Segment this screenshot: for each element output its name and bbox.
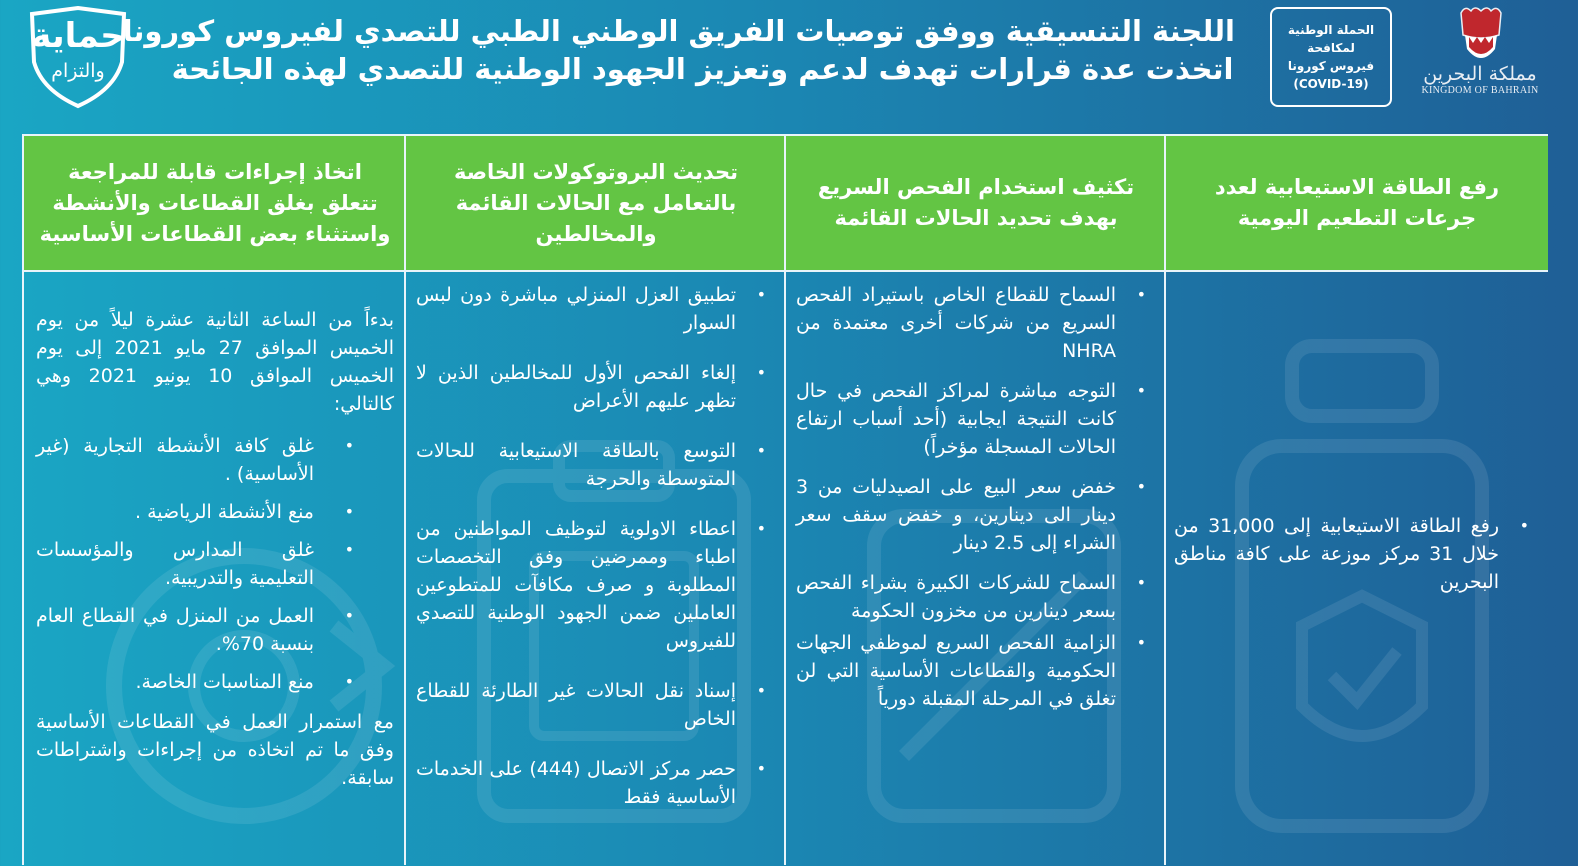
header-divider <box>24 270 1548 272</box>
list-item: • تطبيق العزل المنزلي مباشرة دون لبس السوار <box>416 284 766 334</box>
title-line-2: اتخذت عدة قرارات تهدف لدعم وتعزيز الجهود الوطنية للتصدي لهذه الجائحة <box>171 52 1234 86</box>
column-protocols <box>416 281 766 811</box>
list-item: • السماح للشركات الكبيرة بشراء الفحص بسعر دينارين من مخزون الحكومة <box>796 572 1146 622</box>
slogan-logo <box>18 6 138 111</box>
column-vaccination <box>1174 512 1529 596</box>
list-item: • السماح للقطاع الخاص باستيراد الفحص السريع من شركات أخرى معتمدة من NHRA <box>796 284 1146 362</box>
column-divider <box>404 136 406 865</box>
column-closures <box>36 306 394 792</box>
list-item: • منع الأنشطة الرياضية . <box>135 501 354 523</box>
column-heading-vaccination: رفع الطاقة الاستيعابية لعدد جرعات التطعيم اليومية <box>1214 175 1500 230</box>
list-item: • إلغاء الفحص الأول للمخالطين الذين لا تظهر عليهم الأعراض <box>416 362 766 412</box>
list-item: • حصر مركز الاتصال (444) على الخدمات الأساسية فقط <box>416 758 766 808</box>
page-title <box>122 12 1235 88</box>
list-item: • التوسع بالطاقة الاستيعابية للحالات المتوسطة والحرجة <box>416 440 766 490</box>
decisions-table <box>22 134 1548 865</box>
title-line-1: اللجنة التنسيقية ووفق توصيات الفريق الوطني الطبي للتصدي لفيروس كورونا <box>122 14 1235 48</box>
kingdom-emblem <box>1405 5 1555 110</box>
list-item: • العمل من المنزل في القطاع العام بنسبة 70%. <box>36 605 354 655</box>
list-item: • الزامية الفحص السريع لموظفي الجهات الحكومية والقطاعات الأساسية التي لن تغلق في المرحلة المقبلة دورياً <box>796 632 1146 710</box>
list-item: • رفع الطاقة الاستيعابية إلى 31,000 من خلال 31 مركز موزعة على كافة مناطق البحرين <box>1174 515 1529 593</box>
campaign-badge <box>1270 7 1392 107</box>
column-divider <box>784 136 786 865</box>
list-item: • إسناد نقل الحالات غير الطارئة للقطاع الخاص <box>416 680 766 730</box>
column-rapid-test <box>796 281 1146 713</box>
closures-outro: مع استمرار العمل في القطاعات الأساسية وفق ما تم اتخاذه من إجراءات واشتراطات سابقة. <box>36 711 394 789</box>
list-item: • التوجه مباشرة لمراكز الفحص في حال كانت النتيجة ايجابية (أحد أسباب ارتفاع الحالات المسجلة مؤخراً) <box>796 380 1146 458</box>
closures-intro: بدءاً من الساعة الثانية عشرة ليلاً من يوم الخميس الموافق 27 مايو 2021 إلى يوم الخميس الموافق 10 يونيو 2021 وهي كالتالي: <box>36 309 395 415</box>
list-item: • غلق المدارس والمؤسسات التعليمية والتدريبية. <box>36 539 354 589</box>
column-divider <box>1164 136 1166 865</box>
column-heading-rapid-test: تكثيف استخدام الفحص السريع بهدف تحديد الحالات القائمة <box>817 175 1135 230</box>
campaign-line: (COVID-19) <box>1293 77 1369 91</box>
campaign-line: فيروس كورونا <box>1287 59 1375 73</box>
list-item: • غلق كافة الأنشطة التجارية (غير الأساسية) . <box>36 435 354 485</box>
campaign-line: لمكافحة <box>1307 41 1355 55</box>
slogan-main: حماية <box>31 16 125 56</box>
column-heading-closures: اتخاذ إجراءات قابلة للمراجعة تتعلق بغلق القطاعات والأنشطة واستثناء بعض القطاعات الأساسية <box>39 159 391 246</box>
bahrain-emblem-icon <box>1455 5 1507 65</box>
kingdom-name-en: KINGDOM OF BAHRAIN <box>1421 85 1539 96</box>
column-heading-protocols: تحديث البروتوكولات الخاصة بالتعامل مع الحالات القائمة والمخالطين <box>454 159 738 246</box>
campaign-line: الحملة الوطنية <box>1287 23 1375 37</box>
list-item: • اعطاء الاولوية لتوظيف المواطنين من اطباء وممرضين وفق التخصصات المطلوبة و صرف مكافآت للمتطوعين العاملين ضمن الجهود الوطنية للتصدي للفيروس <box>416 518 766 652</box>
header <box>0 0 1578 130</box>
kingdom-name-ar: مملكة البحرين <box>1423 63 1537 85</box>
list-item: • خفض سعر البيع على الصيدليات من 3 دينار الى دينارين، و خفض سقف سعر الشراء إلى 2.5 دينار <box>796 476 1146 554</box>
list-item: • منع المناسبات الخاصة. <box>135 671 354 693</box>
slogan-sub: والتزام <box>51 60 105 82</box>
